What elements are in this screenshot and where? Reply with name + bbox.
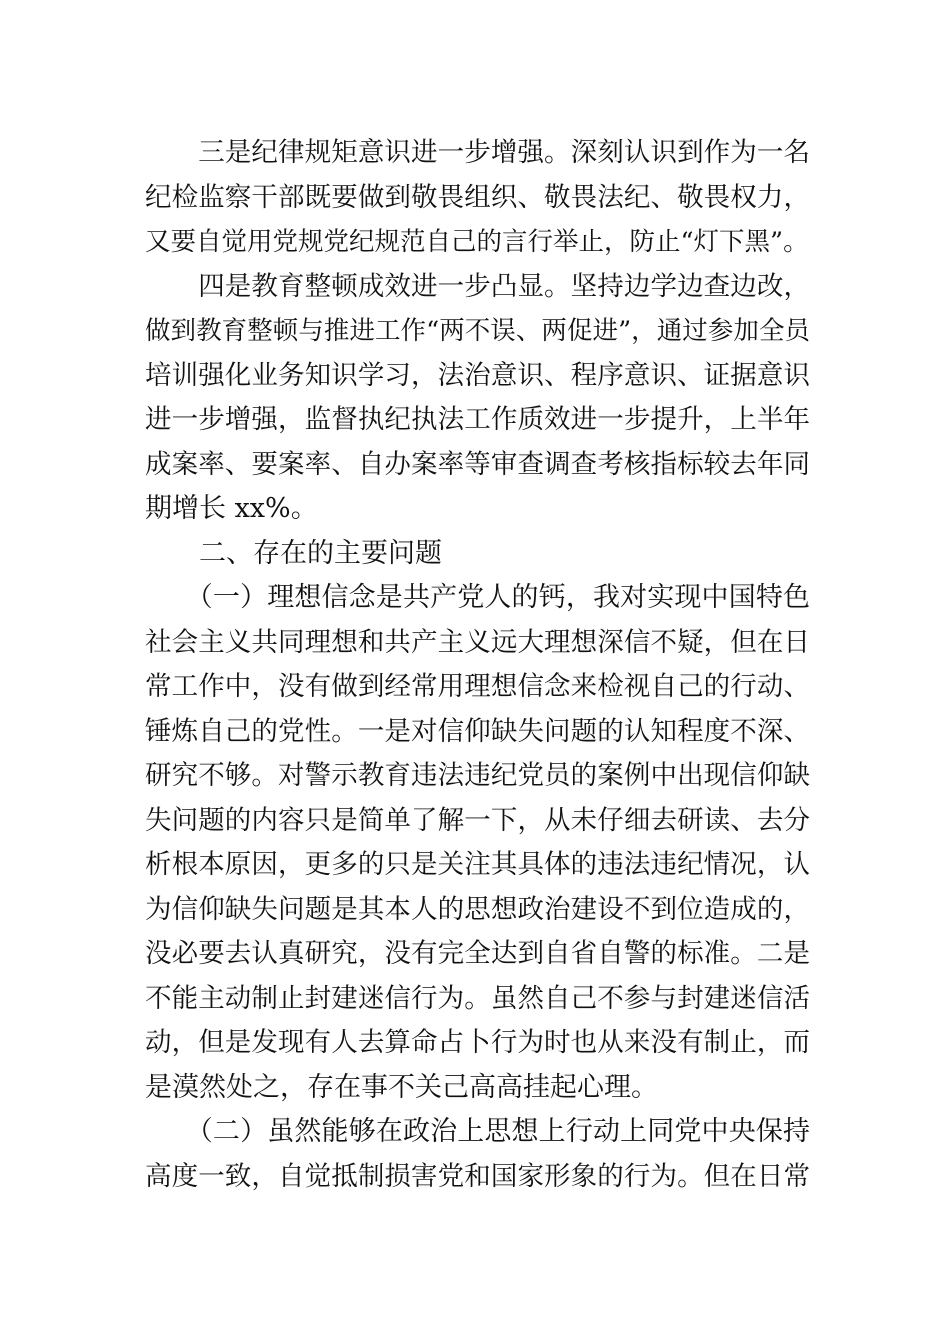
text-line: 进一步增强，监督执纪执法工作质效进一步提升，上半年	[145, 404, 810, 435]
text-line: 没必要去认真研究，没有完全达到自省自警的标准。二是	[145, 938, 810, 969]
text-line: 动，但是发现有人去算命占卜行为时也从来没有制止，而	[145, 1027, 810, 1058]
text-line: 四是教育整顿成效进一步凸显。坚持边学边查边改，	[145, 271, 810, 302]
text-line: 高度一致，自觉抵制损害党和国家形象的行为。但在日常	[145, 1161, 810, 1192]
text-line: 是漠然处之，存在事不关己高高挂起心理。	[145, 1072, 658, 1103]
text-line: 社会主义共同理想和共产主义远大理想深信不疑，但在日	[145, 627, 810, 658]
text-line: 做到教育整顿与推进工作“两不误、两促进”，通过参加全员	[145, 316, 810, 346]
text-line: 失问题的内容只是简单了解一下，从未仔细去研读、去分	[145, 805, 810, 836]
text-line: 锤炼自己的党性。一是对信仰缺失问题的认知程度不深、	[145, 716, 810, 747]
text-line: 研究不够。对警示教育违法违纪党员的案例中出现信仰缺	[145, 760, 810, 791]
text-line: 不能主动制止封建迷信行为。虽然自己不参与封建迷信活	[145, 983, 810, 1014]
text-line: 培训强化业务知识学习，法治意识、程序意识、证据意识	[145, 360, 810, 391]
text-line: （一）理想信念是共产党人的钙，我对实现中国特色	[145, 582, 810, 613]
text-line: 又要自觉用党规党纪规范自己的言行举止，防止“灯下黑”。	[145, 227, 809, 257]
text-line: （二）虽然能够在政治上思想上行动上同党中央保持	[145, 1116, 810, 1147]
text-line: 成案率、要案率、自办案率等审查调查考核指标较去年同	[145, 449, 810, 480]
text-line: 常工作中，没有做到经常用理想信念来检视自己的行动、	[145, 671, 810, 702]
section-heading: 二、存在的主要问题	[145, 538, 442, 569]
text-line: 析根本原因，更多的只是关注其具体的违法违纪情况，认	[145, 849, 810, 880]
text-line: 纪检监察干部既要做到敬畏组织、敬畏法纪、敬畏权力，	[145, 182, 810, 213]
text-line: 期增长 xx%。	[145, 493, 318, 524]
text-line: 三是纪律规矩意识进一步增强。深刻认识到作为一名	[145, 137, 810, 168]
text-line: 为信仰缺失问题是其本人的思想政治建设不到位造成的，	[145, 894, 810, 925]
